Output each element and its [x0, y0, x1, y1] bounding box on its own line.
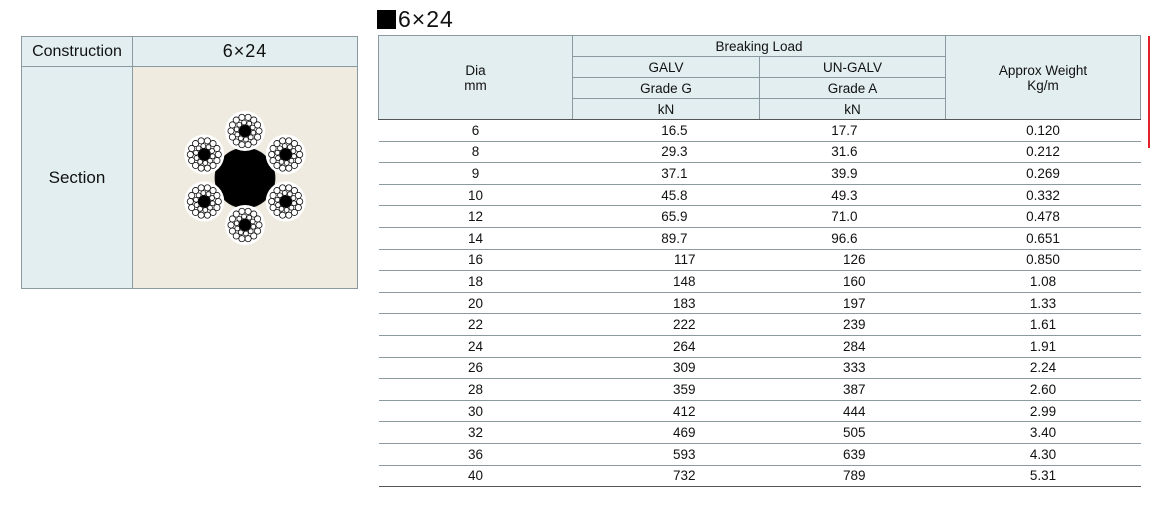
galv-load-cell: 37.1 [573, 163, 760, 185]
breaking-load-table [378, 35, 1141, 487]
ungalv-load-cell: 31.6 [760, 141, 946, 163]
ungalv-header: UN-GALV [760, 57, 946, 78]
dia-header [379, 36, 573, 120]
strand-core [280, 148, 292, 160]
weight-cell: 0.651 [946, 227, 1141, 249]
ungalv-load-cell: 71.0 [760, 206, 946, 228]
section-cell [133, 67, 358, 289]
dia-cell: 8 [379, 141, 573, 163]
weight-cell: 0.269 [946, 163, 1141, 185]
weight-header [946, 36, 1141, 120]
ungalv-load-cell: 639 [760, 443, 946, 465]
dia-header-unit: mm [464, 77, 487, 93]
weight-cell: 2.60 [946, 379, 1141, 401]
weight-cell: 1.91 [946, 335, 1141, 357]
ungalv-load-cell: 197 [760, 292, 946, 314]
grade-a-header: Grade A [760, 78, 946, 99]
galv-load-cell: 412 [573, 400, 760, 422]
dia-cell: 28 [379, 379, 573, 401]
galv-load-cell: 148 [573, 271, 760, 293]
galv-load-cell: 264 [573, 335, 760, 357]
weight-cell: 1.61 [946, 314, 1141, 336]
weight-cell: 3.40 [946, 422, 1141, 444]
table-row [379, 249, 1141, 271]
ungalv-load-cell: 505 [760, 422, 946, 444]
dia-cell: 24 [379, 335, 573, 357]
weight-cell: 0.478 [946, 206, 1141, 228]
weight-cell: 2.99 [946, 400, 1141, 422]
weight-cell: 0.850 [946, 249, 1141, 271]
table-row [379, 141, 1141, 163]
strand-core [280, 195, 292, 207]
table-row [379, 443, 1141, 465]
table-row [379, 357, 1141, 379]
black-square-icon [377, 10, 396, 29]
galv-header: GALV [573, 57, 760, 78]
section-label: Section [22, 67, 133, 289]
table-row [379, 335, 1141, 357]
construction-label: Construction [22, 37, 133, 67]
table-row [379, 379, 1141, 401]
dia-cell: 9 [379, 163, 573, 185]
dia-cell: 40 [379, 465, 573, 487]
galv-load-cell: 222 [573, 314, 760, 336]
strand-core [198, 148, 210, 160]
weight-cell: 0.332 [946, 184, 1141, 206]
galv-load-cell: 359 [573, 379, 760, 401]
dia-header-label: Dia [465, 62, 486, 78]
dia-cell: 22 [379, 314, 573, 336]
ungalv-load-cell: 239 [760, 314, 946, 336]
table-row [379, 422, 1141, 444]
dia-cell: 36 [379, 443, 573, 465]
breaking-load-header: Breaking Load [573, 36, 946, 57]
strand-core [198, 195, 210, 207]
dia-cell: 20 [379, 292, 573, 314]
ungalv-load-cell: 126 [760, 249, 946, 271]
strand-core [239, 219, 251, 231]
galv-load-cell: 29.3 [573, 141, 760, 163]
page-title-text: 6×24 [398, 6, 454, 32]
ungalv-load-cell: 17.7 [760, 120, 946, 142]
strand-core [239, 125, 251, 137]
table-row [379, 314, 1141, 336]
spec-card [21, 36, 358, 289]
ungalv-load-cell: 789 [760, 465, 946, 487]
galv-load-cell: 469 [573, 422, 760, 444]
ungalv-load-cell: 284 [760, 335, 946, 357]
ungalv-load-cell: 333 [760, 357, 946, 379]
dia-cell: 6 [379, 120, 573, 142]
weight-cell: 0.120 [946, 120, 1141, 142]
table-row [379, 465, 1141, 487]
ungalv-load-cell: 39.9 [760, 163, 946, 185]
galv-load-cell: 45.8 [573, 184, 760, 206]
weight-header-label: Approx Weight [998, 62, 1088, 78]
grade-g-header: Grade G [573, 78, 760, 99]
dia-cell: 12 [379, 206, 573, 228]
galv-load-cell: 16.5 [573, 120, 760, 142]
table-row [379, 400, 1141, 422]
ungalv-load-cell: 96.6 [760, 227, 946, 249]
ungalv-load-cell: 387 [760, 379, 946, 401]
dia-cell: 30 [379, 400, 573, 422]
wire-rope-cross-section-icon [165, 98, 325, 258]
galv-load-cell: 89.7 [573, 227, 760, 249]
page-title [377, 6, 454, 33]
table-row [379, 184, 1141, 206]
table-row [379, 227, 1141, 249]
dia-cell: 10 [379, 184, 573, 206]
dia-cell: 16 [379, 249, 573, 271]
dia-cell: 32 [379, 422, 573, 444]
galv-load-cell: 65.9 [573, 206, 760, 228]
weight-cell: 1.33 [946, 292, 1141, 314]
table-row [379, 163, 1141, 185]
weight-cell: 2.24 [946, 357, 1141, 379]
galv-load-cell: 593 [573, 443, 760, 465]
weight-cell: 1.08 [946, 271, 1141, 293]
ungalv-load-cell: 444 [760, 400, 946, 422]
table-row [379, 292, 1141, 314]
weight-cell: 0.212 [946, 141, 1141, 163]
dia-cell: 26 [379, 357, 573, 379]
construction-value: 6×24 [133, 37, 358, 67]
weight-header-unit: Kg/m [1027, 77, 1059, 93]
galv-load-cell: 732 [573, 465, 760, 487]
galv-load-cell: 117 [573, 249, 760, 271]
dia-cell: 14 [379, 227, 573, 249]
weight-cell: 5.31 [946, 465, 1141, 487]
galv-load-cell: 183 [573, 292, 760, 314]
kn-unit-ungalv: kN [760, 99, 946, 120]
side-accent-bar [1148, 36, 1150, 148]
ungalv-load-cell: 49.3 [760, 184, 946, 206]
galv-load-cell: 309 [573, 357, 760, 379]
table-row [379, 206, 1141, 228]
table-row [379, 120, 1141, 142]
ungalv-load-cell: 160 [760, 271, 946, 293]
kn-unit-galv: kN [573, 99, 760, 120]
table-row [379, 271, 1141, 293]
weight-cell: 4.30 [946, 443, 1141, 465]
dia-cell: 18 [379, 271, 573, 293]
